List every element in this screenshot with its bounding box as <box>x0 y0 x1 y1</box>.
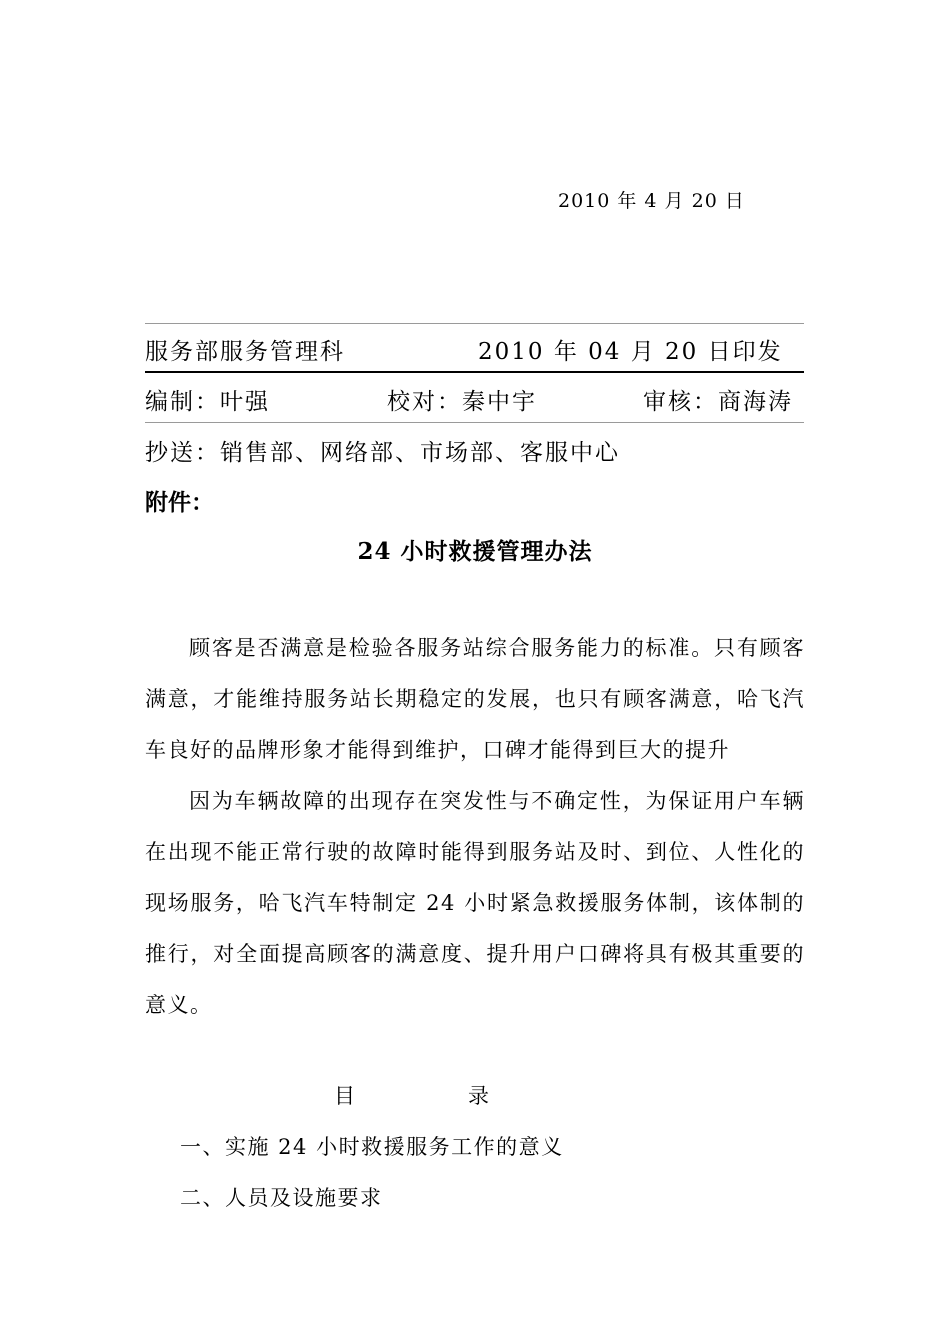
proofread-by: 校对：秦中宇 <box>387 389 537 415</box>
toc-heading-left: 目 <box>334 1084 355 1108</box>
document-title: 24 小时救援管理办法 <box>357 538 593 565</box>
paragraph-rescue-system: 因为车辆故障的出现存在突发性与不确定性，为保证用户车辆在出现不能正常行驶的故障时能得到服务站及时、到位、人性化的现场服务，哈飞汽车特制定 24 小时紧急救援服务体制，该体制的推行，对全面提高顾客的满意度、提升用户口碑将具有极其重要的意义。 <box>145 789 805 1017</box>
toc-item: 二、人员及设施要求 <box>180 1186 383 1210</box>
middle-divider <box>145 371 804 373</box>
reviewed-by: 审核：商海涛 <box>643 389 793 415</box>
header-date: 2010 年 4 月 20 日 <box>558 190 745 212</box>
lower-divider <box>145 422 804 423</box>
toc-item: 一、实施 24 小时救援服务工作的意义 <box>180 1135 564 1159</box>
paragraph-satisfaction: 顾客是否满意是检验各服务站综合服务能力的标准。只有顾客满意，才能维持服务站长期稳定的发展，也只有顾客满意，哈飞汽车良好的品牌形象才能得到维护，口碑才能得到巨大的提升 <box>145 636 805 762</box>
toc-heading-right: 录 <box>468 1084 489 1108</box>
issuing-department: 服务部服务管理科 <box>145 339 345 365</box>
compiled-by: 编制：叶强 <box>145 389 270 415</box>
issue-date: 2010 年 04 月 20 日印发 <box>478 339 783 365</box>
attachment-label: 附件： <box>145 489 214 516</box>
copy-to: 抄送：销售部、网络部、市场部、客服中心 <box>145 440 620 466</box>
top-divider <box>145 323 804 324</box>
